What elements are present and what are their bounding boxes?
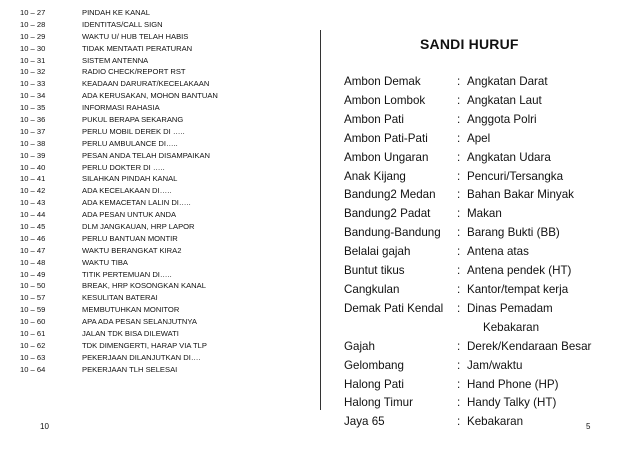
code-meaning: TIDAK MENTAATI PERATURAN — [82, 43, 193, 53]
code-number: 10 – 50 — [20, 281, 46, 291]
code-number: 10 – 42 — [20, 186, 46, 196]
code-meaning: JALAN TDK BISA DILEWATI — [82, 329, 179, 339]
definition-value: Bahan Bakar Minyak — [467, 188, 574, 202]
definition-term: Bandung-Bandung — [344, 226, 441, 240]
definition-value: Hand Phone (HP) — [467, 377, 559, 391]
code-number: 10 – 60 — [20, 317, 46, 327]
definition-row — [344, 413, 591, 432]
definition-term: Gajah — [344, 339, 375, 353]
code-number: 10 – 40 — [20, 162, 46, 172]
code-number: 10 – 38 — [20, 138, 46, 148]
definition-term: Belalai gajah — [344, 245, 411, 259]
code-row — [20, 197, 218, 209]
definition-colon: : — [457, 358, 461, 372]
definition-row — [344, 357, 591, 376]
definition-term: Bandung2 Padat — [344, 207, 431, 221]
definition-value: Jam/waktu — [467, 358, 523, 372]
code-meaning: RADIO CHECK/REPORT RST — [82, 67, 186, 77]
code-meaning: TDK DIMENGERTI, HARAP VIA TLP — [82, 340, 207, 350]
code-meaning: PESAN ANDA TELAH DISAMPAIKAN — [82, 150, 211, 160]
definition-row — [344, 224, 591, 243]
code-number: 10 – 63 — [20, 352, 46, 362]
definition-colon: : — [457, 188, 461, 202]
code-row — [20, 233, 218, 245]
definition-colon: : — [457, 415, 461, 429]
code-meaning: WAKTU BERANGKAT KIRA2 — [82, 245, 182, 255]
code-meaning: MEMBUTUHKAN MONITOR — [82, 305, 180, 315]
definition-value: Angkatan Udara — [467, 150, 551, 164]
code-meaning: PERLU BANTUAN MONTIR — [82, 233, 178, 243]
definition-value: Derek/Kendaraan Besar — [467, 339, 592, 353]
code-meaning: IDENTITAS/CALL SIGN — [82, 19, 163, 29]
definition-colon: : — [457, 93, 461, 107]
definition-colon: : — [457, 282, 461, 296]
definition-colon: : — [457, 245, 461, 259]
code-number: 10 – 39 — [20, 150, 46, 160]
definition-row — [344, 149, 591, 168]
definition-colon: : — [457, 131, 461, 145]
code-number: 10 – 43 — [20, 198, 46, 208]
definition-colon: : — [457, 377, 461, 391]
code-row — [20, 340, 218, 352]
code-number: 10 – 32 — [20, 67, 46, 77]
code-row — [20, 138, 218, 150]
code-row — [20, 209, 218, 221]
definition-term: Buntut tikus — [344, 264, 405, 278]
definition-row — [344, 168, 591, 187]
code-number: 10 – 34 — [20, 91, 46, 101]
definition-term: Halong Pati — [344, 377, 404, 391]
code-meaning: ADA KECELAKAAN DI….. — [82, 186, 172, 196]
definition-row — [344, 186, 591, 205]
code-meaning: INFORMASI RAHASIA — [82, 103, 160, 113]
code-meaning: ADA KEMACETAN LALIN DI….. — [82, 198, 191, 208]
code-number: 10 – 30 — [20, 43, 46, 53]
code-row — [20, 269, 218, 281]
code-row — [20, 90, 218, 102]
definition-row — [344, 281, 591, 300]
left-page — [0, 0, 318, 450]
code-meaning: TITIK PERTEMUAN DI….. — [82, 269, 172, 279]
definition-value: Antena pendek (HT) — [467, 264, 572, 278]
definition-term: Demak Pati Kendal — [344, 301, 444, 315]
definition-row — [344, 376, 591, 395]
definition-colon: : — [457, 169, 461, 183]
code-row — [20, 126, 218, 138]
code-number: 10 – 48 — [20, 257, 46, 267]
code-row — [20, 43, 218, 55]
definition-value: Handy Talky (HT) — [467, 396, 557, 410]
code-row — [20, 55, 218, 67]
definition-value: Barang Bukti (BB) — [467, 226, 560, 240]
page-divider — [320, 30, 321, 410]
definition-term: Gelombang — [344, 358, 404, 372]
code-meaning: WAKTU U/ HUB TELAH HABIS — [82, 31, 189, 41]
definition-colon: : — [457, 75, 461, 88]
definition-row — [344, 300, 591, 319]
definition-term: Ambon Pati-Pati — [344, 131, 428, 145]
sandi-huruf-list — [344, 73, 591, 432]
code-row — [20, 78, 218, 90]
code-meaning: SILAHKAN PINDAH KANAL — [82, 174, 178, 184]
code-meaning: PEKERJAAN TLH SELESAI — [82, 364, 178, 374]
code-row — [20, 66, 218, 78]
definition-term: Anak Kijang — [344, 169, 406, 183]
definition-value: Antena atas — [467, 245, 529, 259]
definition-colon: : — [457, 150, 461, 164]
definition-colon: : — [457, 112, 461, 126]
code-meaning: PERLU AMBULANCE DI….. — [82, 138, 178, 148]
definition-value: Angkatan Darat — [467, 75, 548, 88]
definition-colon: : — [457, 264, 461, 278]
code-row — [20, 162, 218, 174]
code-row — [20, 304, 218, 316]
code-number: 10 – 27 — [20, 8, 46, 17]
code-number: 10 – 37 — [20, 126, 46, 136]
definition-value: Pencuri/Tersangka — [467, 169, 564, 183]
code-meaning: PINDAH KE KANAL — [82, 8, 150, 17]
code-row — [20, 364, 218, 376]
definition-row — [344, 394, 591, 413]
code-number: 10 – 36 — [20, 115, 46, 125]
code-meaning: PERLU MOBIL DEREK DI ….. — [82, 126, 185, 136]
definition-term: Ambon Lombok — [344, 93, 426, 107]
definition-term: Ambon Demak — [344, 75, 421, 88]
definition-value: Makan — [467, 207, 502, 221]
code-meaning: PEKERJAAN DILANJUTKAN DI…. — [82, 352, 201, 362]
code-row — [20, 257, 218, 269]
code-meaning: DLM JANGKAUAN, HRP LAPOR — [82, 222, 195, 232]
definition-value: Dinas Pemadam — [467, 301, 553, 315]
code-meaning: PERLU DOKTER DI ….. — [82, 162, 165, 172]
definition-colon: : — [457, 339, 461, 353]
definition-colon: : — [457, 226, 461, 240]
definition-row — [344, 111, 591, 130]
code-number: 10 – 59 — [20, 305, 46, 315]
definition-value: Anggota Polri — [467, 112, 537, 126]
code-row — [20, 292, 218, 304]
code-number: 10 – 45 — [20, 222, 46, 232]
code-row — [20, 185, 218, 197]
code-row — [20, 150, 218, 162]
definition-row — [344, 243, 591, 262]
code-meaning: KESULITAN BATERAI — [82, 293, 158, 303]
code-meaning: SISTEM ANTENNA — [82, 55, 149, 65]
definition-value: Angkatan Laut — [467, 93, 542, 107]
page-title: SANDI HURUF — [420, 36, 519, 52]
code-row — [20, 114, 218, 126]
code-row — [20, 316, 218, 328]
definition-colon: : — [457, 396, 461, 410]
code-meaning: APA ADA PESAN SELANJUTNYA — [82, 317, 197, 327]
definition-row — [344, 73, 591, 92]
code-row — [20, 280, 218, 292]
definition-colon: : — [457, 301, 461, 315]
definition-value: Kebakaran — [467, 415, 524, 429]
code-number: 10 – 44 — [20, 210, 46, 220]
code-row — [20, 31, 218, 43]
definition-term: Jaya 65 — [344, 415, 385, 429]
code-number: 10 – 57 — [20, 293, 46, 303]
code-row — [20, 173, 218, 185]
page-number-right: 5 — [586, 422, 591, 431]
definition-term: Ambon Ungaran — [344, 150, 429, 164]
code-meaning: ADA KERUSAKAN, MOHON BANTUAN — [82, 91, 218, 101]
definition-value-continuation: Kebakaran — [483, 320, 540, 334]
code-number: 10 – 41 — [20, 174, 46, 184]
code-number: 10 – 28 — [20, 19, 46, 29]
code-row — [20, 102, 218, 114]
code-meaning: KEADAAN DARURAT/KECELAKAAN — [82, 79, 210, 89]
code-row — [20, 352, 218, 364]
definition-value: Kantor/tempat kerja — [467, 282, 569, 296]
definition-term: Halong Timur — [344, 396, 413, 410]
code-number: 10 – 61 — [20, 329, 46, 339]
code-number: 10 – 49 — [20, 269, 46, 279]
definition-row — [344, 92, 591, 111]
code-number: 10 – 46 — [20, 233, 46, 243]
code-number: 10 – 31 — [20, 55, 46, 65]
code-row — [20, 7, 218, 19]
code-number: 10 – 35 — [20, 103, 46, 113]
code-number: 10 – 29 — [20, 31, 46, 41]
definition-term: Ambon Pati — [344, 112, 404, 126]
definition-term: Bandung2 Medan — [344, 188, 436, 202]
code-number: 10 – 33 — [20, 79, 46, 89]
code-number: 10 – 62 — [20, 340, 46, 350]
page-number-left: 10 — [40, 422, 49, 431]
definition-row — [344, 262, 591, 281]
definition-value: Apel — [467, 131, 491, 145]
code-row — [20, 328, 218, 340]
code-row — [20, 221, 218, 233]
right-page — [322, 0, 638, 450]
code-number: 10 – 47 — [20, 245, 46, 255]
code-meaning: PUKUL BERAPA SEKARANG — [82, 115, 184, 125]
code-meaning: ADA PESAN UNTUK ANDA — [82, 210, 177, 220]
definition-row — [344, 130, 591, 149]
definition-row — [344, 205, 591, 224]
ten-code-list — [20, 7, 218, 376]
definition-colon: : — [457, 207, 461, 221]
code-row — [20, 19, 218, 31]
code-row — [20, 245, 218, 257]
definition-row — [344, 338, 591, 357]
code-number: 10 – 64 — [20, 364, 46, 374]
code-meaning: WAKTU TIBA — [82, 257, 128, 267]
definition-term: Cangkulan — [344, 282, 400, 296]
code-meaning: BREAK, HRP KOSONGKAN KANAL — [82, 281, 206, 291]
